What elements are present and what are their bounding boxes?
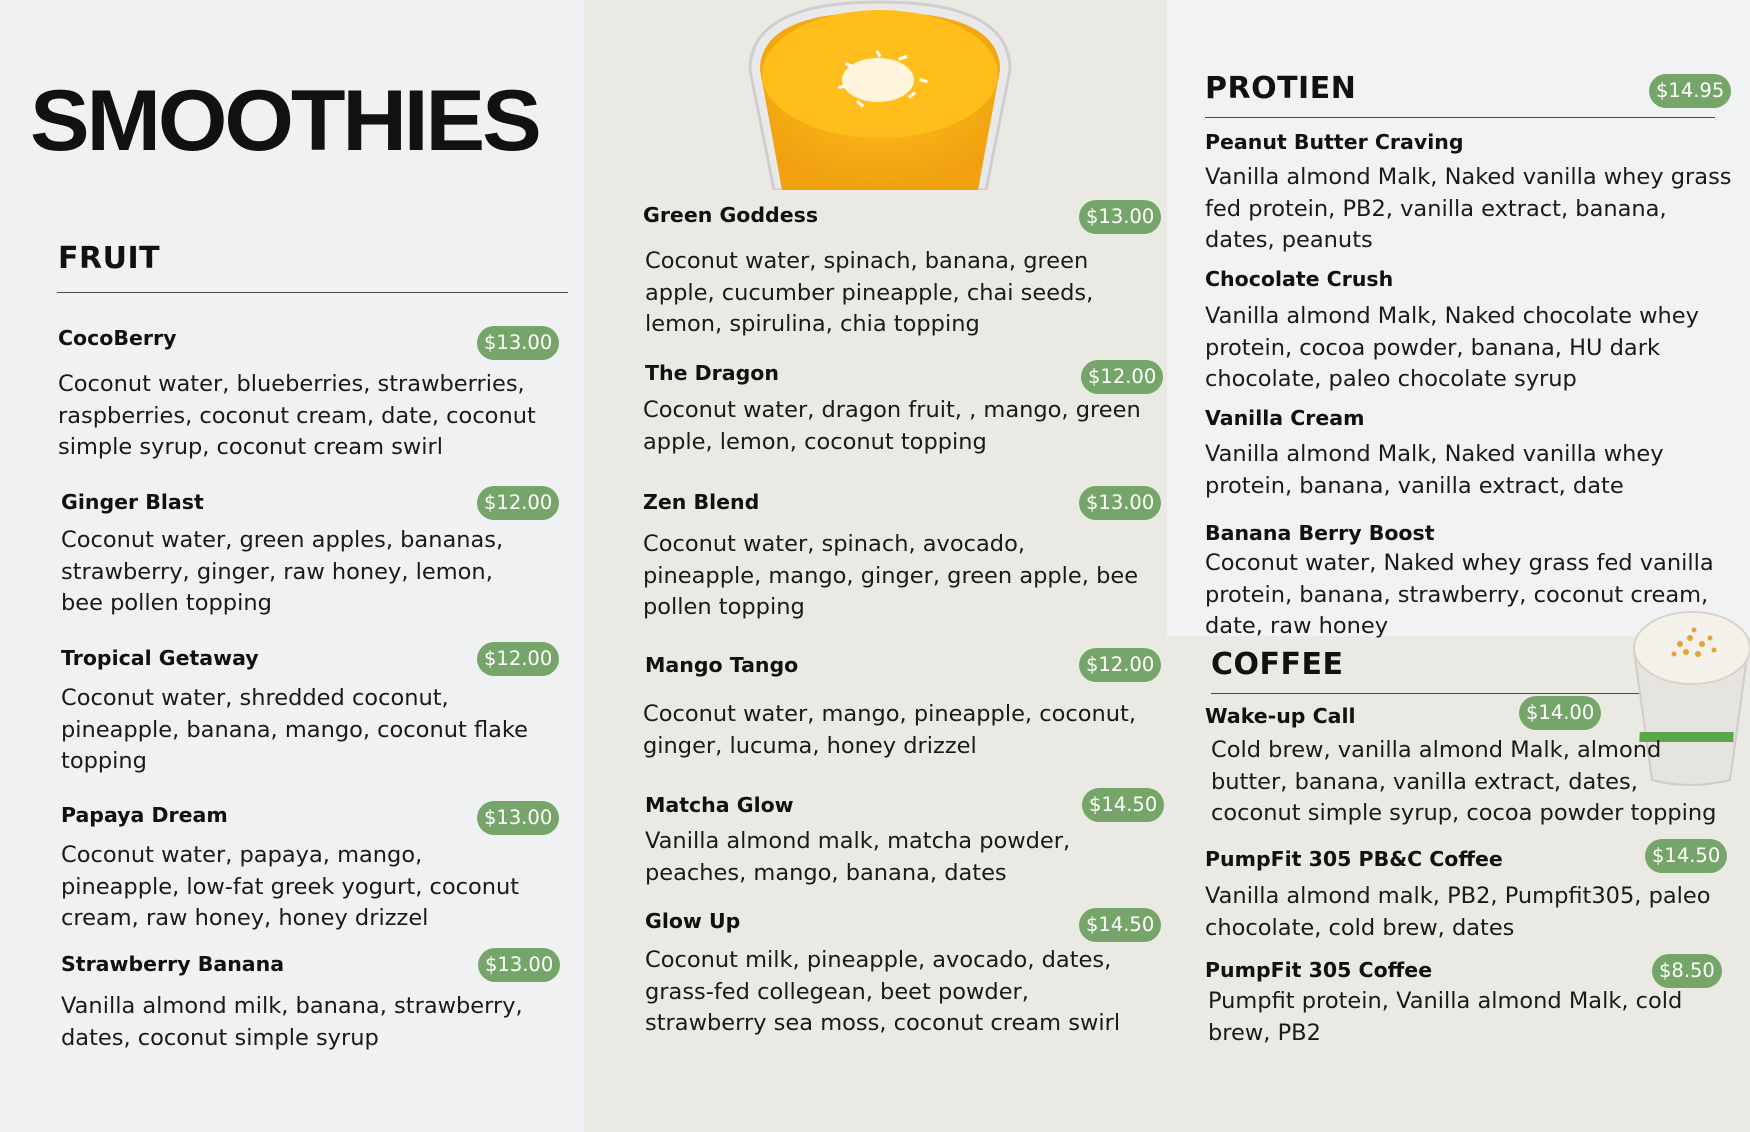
item-description: Coconut water, Naked whey grass fed vanilla protein, banana, strawberry, coconut cream, date, raw honey xyxy=(1205,550,1714,639)
item-name: Ginger Blast xyxy=(61,490,204,514)
item-name: PumpFit 305 PB&C Coffee xyxy=(1205,847,1503,871)
item-description: Coconut milk, pineapple, avocado, dates, grass-fed collegean, beet powder, strawberry sea moss, coconut cream swirl xyxy=(645,947,1121,1036)
item-description: Coconut water, spinach, avocado, pineapple, mango, ginger, green apple, bee pollen topping xyxy=(643,531,1139,620)
item-name: Strawberry Banana xyxy=(61,952,285,976)
item-name: Papaya Dream xyxy=(61,803,228,827)
price-badge: $12.00 xyxy=(477,486,559,520)
item-name: Matcha Glow xyxy=(645,793,794,817)
item-description: Cold brew, vanilla almond Malk, almond butter, banana, vanilla extract, dates, coconut simple syrup, cocoa powder topping xyxy=(1211,737,1717,826)
item-description: Coconut water, shredded coconut, pineapple, banana, mango, coconut flake topping xyxy=(61,685,528,774)
price-badge: $12.00 xyxy=(477,642,559,676)
item-description: Coconut water, dragon fruit, , mango, green apple, lemon, coconut topping xyxy=(643,397,1141,455)
item-name: Glow Up xyxy=(645,909,741,933)
item-description: Coconut water, green apples, bananas, strawberry, ginger, raw honey, lemon, bee pollen topping xyxy=(61,527,504,616)
fruit-heading: FRUIT xyxy=(58,241,161,276)
item-name: Banana Berry Boost xyxy=(1205,521,1435,545)
item-description: Coconut water, spinach, banana, green apple, cucumber pineapple, chai seeds, lemon, spirulina, chia topping xyxy=(645,248,1094,337)
item-name: Vanilla Cream xyxy=(1205,406,1365,430)
price-badge: $13.00 xyxy=(478,948,560,982)
item-description: Vanilla almond Malk, Naked vanilla whey protein, banana, vanilla extract, date xyxy=(1205,441,1664,499)
coffee-divider xyxy=(1211,693,1651,694)
price-badge: $13.00 xyxy=(477,801,559,835)
protein-heading: PROTIEN xyxy=(1205,71,1357,106)
item-description: Coconut water, mango, pineapple, coconut, ginger, lucuma, honey drizzel xyxy=(643,701,1136,759)
item-name: Tropical Getaway xyxy=(61,646,259,670)
item-name: Chocolate Crush xyxy=(1205,267,1394,291)
price-badge: $14.50 xyxy=(1645,839,1727,873)
price-badge: $14.95 xyxy=(1649,74,1731,108)
menu-title: SMOOTHIES xyxy=(30,73,539,169)
price-badge: $13.00 xyxy=(1079,486,1161,520)
price-badge: $14.50 xyxy=(1079,908,1161,942)
item-name: Green Goddess xyxy=(643,203,819,227)
item-description: Coconut water, papaya, mango, pineapple, low-fat greek yogurt, coconut cream, raw honey, honey drizzel xyxy=(61,842,520,931)
fruit-divider xyxy=(57,292,568,293)
price-badge: $12.00 xyxy=(1081,360,1163,394)
item-name: The Dragon xyxy=(645,361,779,385)
price-badge: $8.50 xyxy=(1652,954,1722,988)
item-name: CocoBerry xyxy=(58,326,177,350)
price-badge: $14.50 xyxy=(1082,788,1164,822)
item-name: Mango Tango xyxy=(645,653,799,677)
item-description: Vanilla almond milk, banana, strawberry, dates, coconut simple syrup xyxy=(61,993,523,1051)
item-name: Wake-up Call xyxy=(1205,704,1356,728)
item-description: Vanilla almond malk, matcha powder, peaches, mango, banana, dates xyxy=(645,828,1071,886)
protein-divider xyxy=(1205,117,1715,118)
item-description: Vanilla almond malk, PB2, Pumpfit305, paleo chocolate, cold brew, dates xyxy=(1205,883,1711,941)
price-badge: $14.00 xyxy=(1519,696,1601,730)
item-description: Vanilla almond Malk, Naked vanilla whey grass fed protein, PB2, vanilla extract, banana, dates, peanuts xyxy=(1205,164,1732,253)
price-badge: $13.00 xyxy=(477,326,559,360)
item-description: Vanilla almond Malk, Naked chocolate whey protein, cocoa powder, banana, HU dark chocolate, paleo chocolate syrup xyxy=(1205,303,1699,392)
price-badge: $12.00 xyxy=(1079,648,1161,682)
item-description: Coconut water, blueberries, strawberries, raspberries, coconut cream, date, coconut simple syrup, coconut cream swirl xyxy=(58,371,536,460)
item-name: PumpFit 305 Coffee xyxy=(1205,958,1433,982)
mango-smoothie-image xyxy=(748,0,1012,190)
price-badge: $13.00 xyxy=(1079,200,1161,234)
item-name: Peanut Butter Craving xyxy=(1205,130,1464,154)
item-name: Zen Blend xyxy=(643,490,760,514)
item-description: Pumpfit protein, Vanilla almond Malk, cold brew, PB2 xyxy=(1208,988,1683,1046)
coffee-heading: COFFEE xyxy=(1211,647,1344,682)
